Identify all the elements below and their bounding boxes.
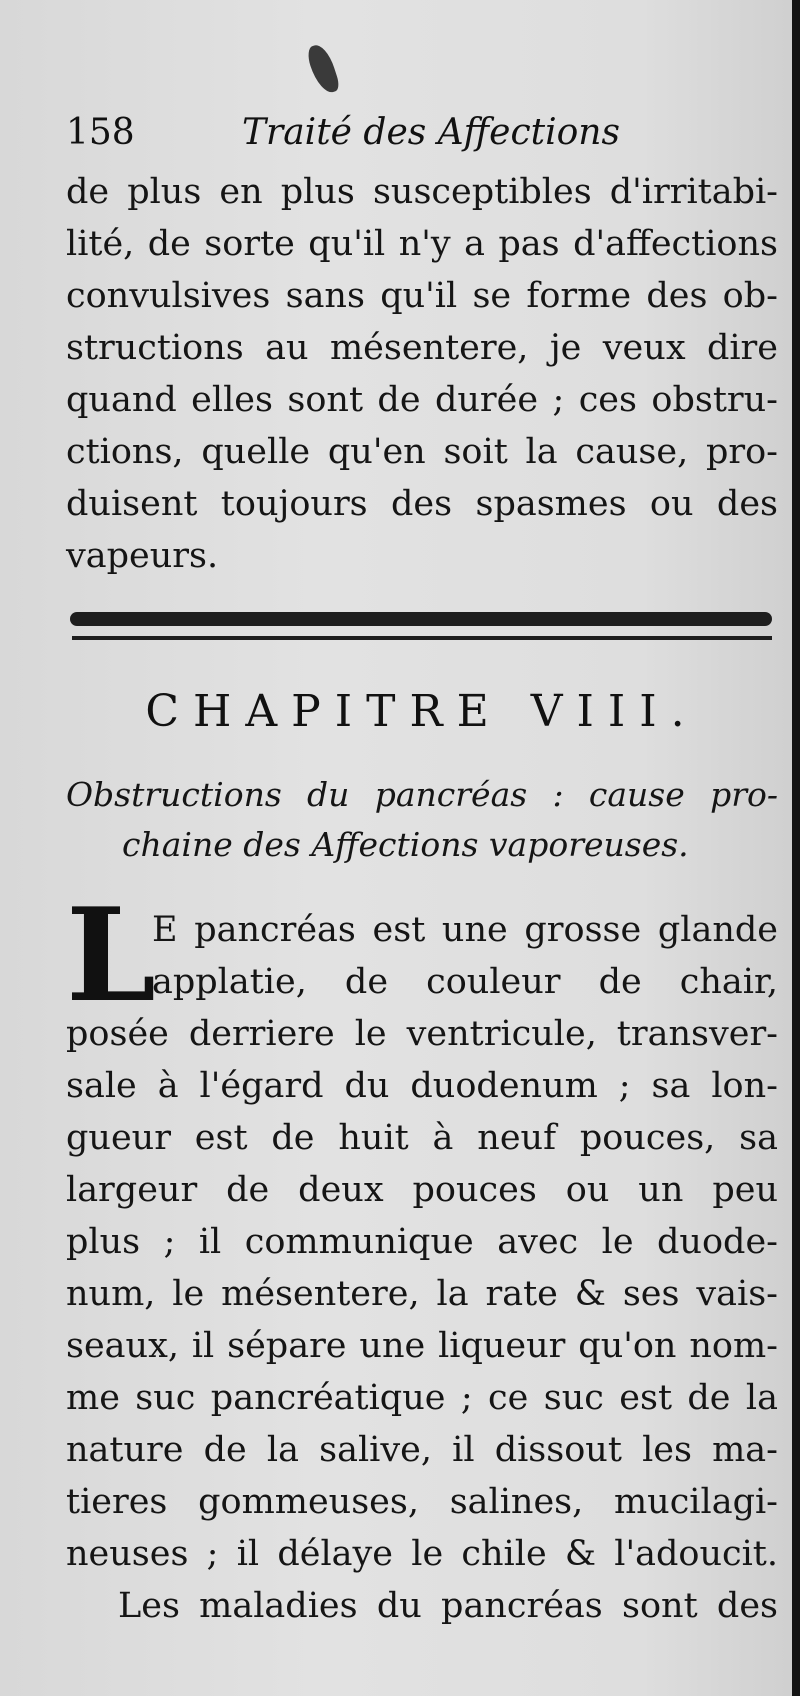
chapter-paragraph: [66, 881, 778, 1632]
text-line: ctions, quelle qu'en soit la cause, pro-: [66, 432, 778, 472]
text-line: num, le mésentere, la rate & ses vais-: [66, 1274, 778, 1314]
chapter-title: CHAPITRE VIII.: [145, 686, 699, 737]
text-line: applatie, de couleur de chair,: [152, 962, 778, 1002]
text-line: gueur est de huit à neuf pouces, sa: [66, 1118, 778, 1158]
page-edge-shadow: [792, 0, 800, 1696]
subtitle-line: chaine des Affections vaporeuses.: [122, 825, 689, 864]
running-title: Traité des Affections: [242, 112, 620, 153]
text-line: structions au mésentere, je veux dire: [66, 328, 778, 368]
text-line: de plus en plus susceptibles d'irritabi-: [66, 172, 778, 212]
chapter-subtitle: [66, 770, 778, 870]
ink-blot: [305, 42, 341, 96]
drop-cap: L: [66, 881, 156, 1031]
text-line: quand elles sont de durée ; ces obstru-: [66, 380, 778, 420]
text-line: E pancréas est une grosse glande: [152, 910, 778, 950]
text-line: vapeurs.: [66, 536, 219, 576]
text-line: plus ; il communique avec le duode-: [66, 1222, 778, 1262]
text-line: neuses ; il délaye le chile & l'adoucit.: [66, 1534, 778, 1574]
text-line: sale à l'égard du duodenum ; sa lon-: [66, 1066, 778, 1106]
text-line: seaux, il sépare une liqueur qu'on nom-: [66, 1326, 778, 1366]
text-line: posée derriere le ventricule, transver-: [66, 1014, 778, 1054]
page-header: [66, 108, 626, 158]
text-line: duisent toujours des spasmes ou des: [66, 484, 778, 524]
text-line: tieres gommeuses, salines, mucilagi-: [66, 1482, 778, 1522]
text-line: Les maladies du pancréas sont des: [118, 1586, 778, 1626]
ornamental-rule: [70, 612, 772, 626]
text-line: nature de la salive, il dissout les ma-: [66, 1430, 778, 1470]
text-line: largeur de deux pouces ou un peu: [66, 1170, 778, 1210]
text-line: convulsives sans qu'il se forme des ob-: [66, 276, 778, 316]
page-number: 158: [66, 112, 135, 153]
subtitle-line: Obstructions du pancréas : cause pro-: [66, 775, 778, 814]
text-line: lité, de sorte qu'il n'y a pas d'affections: [66, 224, 778, 264]
divider-rule: [72, 636, 772, 640]
text-line: me suc pancréatique ; ce suc est de la: [66, 1378, 778, 1418]
paragraph-continued: [66, 166, 778, 582]
